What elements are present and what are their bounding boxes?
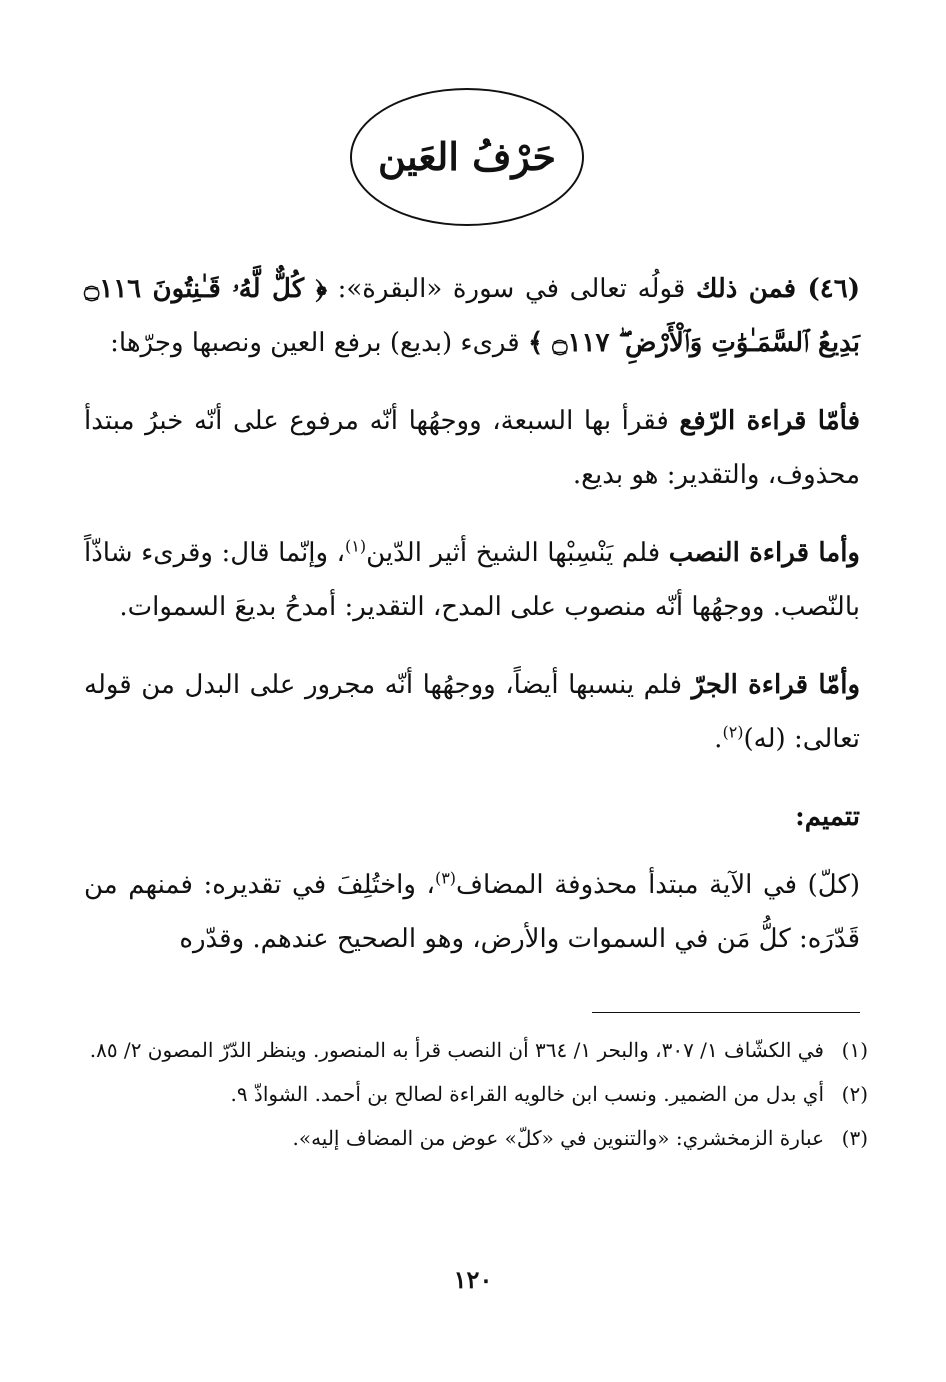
paragraph-text: فلم ينسبها أيضاً، ووجهُها أنّه مجرور على البدل من قوله تعالى: (له) (84, 670, 860, 754)
footnote-divider (592, 1012, 860, 1013)
paragraph-tail: . (714, 724, 723, 754)
quran-verse: ﴿ كُلٌّ لَّهُۥ قَـٰنِتُونَ ۝١١٦ بَدِيعُ ٱلسَّمَـٰوَٰتِ وَٱلْأَرْضِ ۖ ۝١١٧ ﴾ (84, 274, 860, 358)
reading-lead-raf: فأمّا قراءة الرّفع (679, 406, 860, 436)
footnote-text: أي بدل من الضمير. ونسب ابن خالويه القراءة لصالح بن أحمد. الشواذّ ٩. (230, 1082, 824, 1106)
paragraph-text: قولُه تعالى في سورة «البقرة»: (327, 274, 696, 304)
footnote-text: في الكشّاف ١/ ٣٠٧، والبحر ١/ ٣٦٤ أن النصب قرأ به المنصور. وينظر الدّرّ المصون ٢/ ٨٥. (89, 1038, 824, 1062)
chapter-title-oval (350, 88, 584, 226)
paragraph-text: فقرأ بها السبعة، ووجهُها أنّه مرفوع على أنّه خبرُ مبتدأ محذوف، والتقدير: هو بديع. (84, 406, 860, 490)
footnote-ref-1: (١) (345, 536, 367, 556)
footnote-ref-2: (٢) (722, 722, 744, 742)
footnote-text: عبارة الزمخشري: «والتنوين في «كلّ» عوض من المضاف إليه». (292, 1126, 824, 1150)
paragraph-text: فلم يَنْسِبْها الشيخ أثير الدّين (366, 538, 669, 568)
paragraph-text: ، وإنّما قال: وقرىء شاذّاً بالنّصب. ووجهُها أنّه منصوب على المدح، التقدير: أمدحُ بديعَ السموات. (84, 538, 860, 622)
footnote-3 (84, 1118, 868, 1158)
paragraph-tail: قرىء (بديع) برفع العين ونصبها وجرّها: (110, 328, 528, 358)
paragraph-raf (84, 394, 860, 502)
reading-lead-jarr: وأمّا قراءة الجرّ (691, 670, 860, 700)
paragraph-kull (84, 858, 860, 966)
paragraph-jarr (84, 658, 860, 766)
footnote-1 (84, 1030, 868, 1070)
section-heading: تتميم: (795, 802, 860, 832)
footnote-number: (١) (841, 1038, 868, 1062)
paragraph-46 (84, 262, 860, 370)
reading-lead-nasb: وأما قراءة النصب (668, 538, 860, 568)
footnotes (84, 1030, 868, 1162)
page-number: ١٢٠ (453, 1265, 493, 1294)
paragraph-text: (كلّ) في الآية مبتدأ محذوفة المضاف (456, 870, 860, 900)
footnote-number: (٣) (841, 1126, 868, 1150)
paragraph-text: ، واختُلِفَ في تقديره: فمنهم من قَدّرَه: كلُّ مَن في السموات والأرض، وهو الصحيح عندهم. وقدّره (84, 870, 860, 954)
footnote-2 (84, 1074, 868, 1114)
chapter-title: حَرْفُ العَين (378, 134, 556, 179)
paragraph-nasb (84, 526, 860, 634)
main-text (84, 262, 860, 990)
footnote-number: (٢) (841, 1082, 868, 1106)
entry-number-lead: (٤٦) فمن ذلك (695, 274, 860, 304)
footnote-ref-3: (٣) (434, 868, 457, 888)
